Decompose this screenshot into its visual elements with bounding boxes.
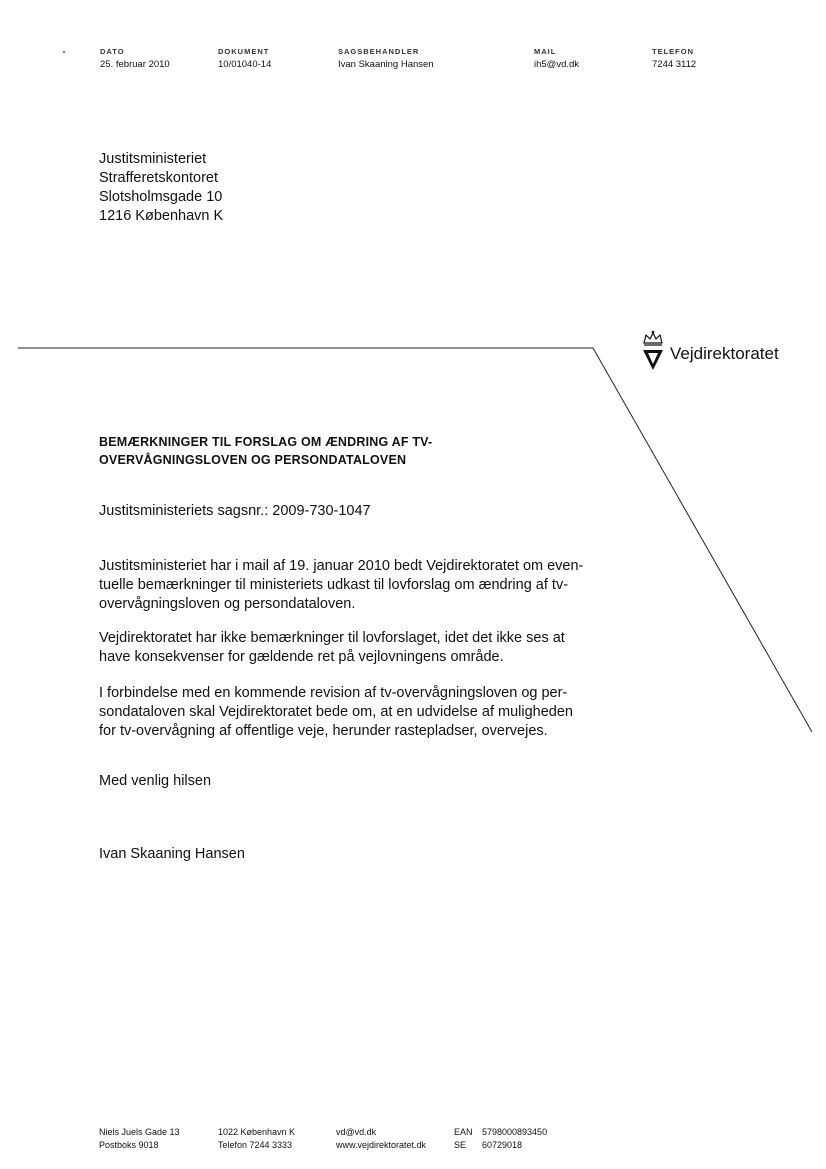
footer-phone: Telefon 7244 3333 [218, 1139, 293, 1150]
header-mail-value[interactable]: ih5@vd.dk [534, 59, 580, 70]
footer-contact [336, 1126, 426, 1151]
footer-ean-value: 5798000893450 [482, 1127, 548, 1137]
footer-id-values [482, 1126, 547, 1151]
recipient-line: 1216 København K [99, 208, 224, 224]
case-number: Justitsministeriets sagsnr.: 2009-730-1047 [99, 503, 371, 519]
footer-ean-label: EAN [454, 1127, 473, 1137]
closing: Med venlig hilsen [99, 773, 212, 789]
header-telephone-value: 7244 3112 [652, 59, 697, 70]
footer-street: Niels Juels Gade 13 [99, 1127, 180, 1137]
header-date-label: DATO [100, 47, 125, 56]
paragraph-3: I forbindelse med en kommende revision af tv-overvågningsloven og per- sondataloven skal Vejdirektoratet bede om, at en udvidelse af muligheden for tv-overvågning af offentlige veje, herunder rastepladser, overvejes. [99, 685, 573, 739]
header-document-value: 10/01040-14 [218, 59, 272, 70]
header-document-label: DOKUMENT [218, 47, 270, 56]
header-mail-label: MAIL [534, 47, 557, 56]
footer-city-phone [218, 1126, 295, 1151]
footer-se-label: SE [454, 1139, 467, 1150]
footer-web[interactable]: www.vejdirektoratet.dk [336, 1139, 427, 1150]
header-date-value: 25. februar 2010 [100, 59, 170, 70]
footer-id-labels [454, 1126, 473, 1151]
footer-email[interactable]: vd@vd.dk [336, 1127, 377, 1137]
header-case-officer-label: SAGSBEHANDLER [338, 47, 420, 56]
header-case-officer-value: Ivan Skaaning Hansen [338, 59, 434, 70]
footer-pobox: Postboks 9018 [99, 1139, 159, 1150]
header-telephone-label: TELEFON [652, 47, 694, 56]
footer-city: 1022 København K [218, 1127, 296, 1137]
paragraph-2: Vejdirektoratet har ikke bemærkninger til lovforslaget, idet det ikke ses at have konsekvenser for gældende ret på vejlovningens område. [99, 630, 565, 665]
recipient-line: Strafferetskontoret [99, 170, 219, 186]
footer-se-value: 60729018 [482, 1139, 523, 1150]
recipient-line: Slotsholmsgade 10 [99, 189, 223, 205]
footer-address [99, 1126, 180, 1151]
recipient-line: Justitsministeriet [99, 151, 207, 167]
letter-heading: BEMÆRKNINGER TIL FORSLAG OM ÆNDRING AF TV-OVERVÅGNINGSLOVEN OG PERSONDATALOVEN [99, 435, 433, 467]
signature-name: Ivan Skaaning Hansen [99, 846, 245, 862]
logo-wordmark: Vejdirektoratet [670, 344, 779, 363]
paragraph-1: Justitsministeriet har i mail af 19. januar 2010 bedt Vejdirektoratet om even- tuelle bemærkninger til ministeriets udkast til lovforslag om ændring af tv- overvågningsloven og persondataloven. [99, 558, 584, 612]
